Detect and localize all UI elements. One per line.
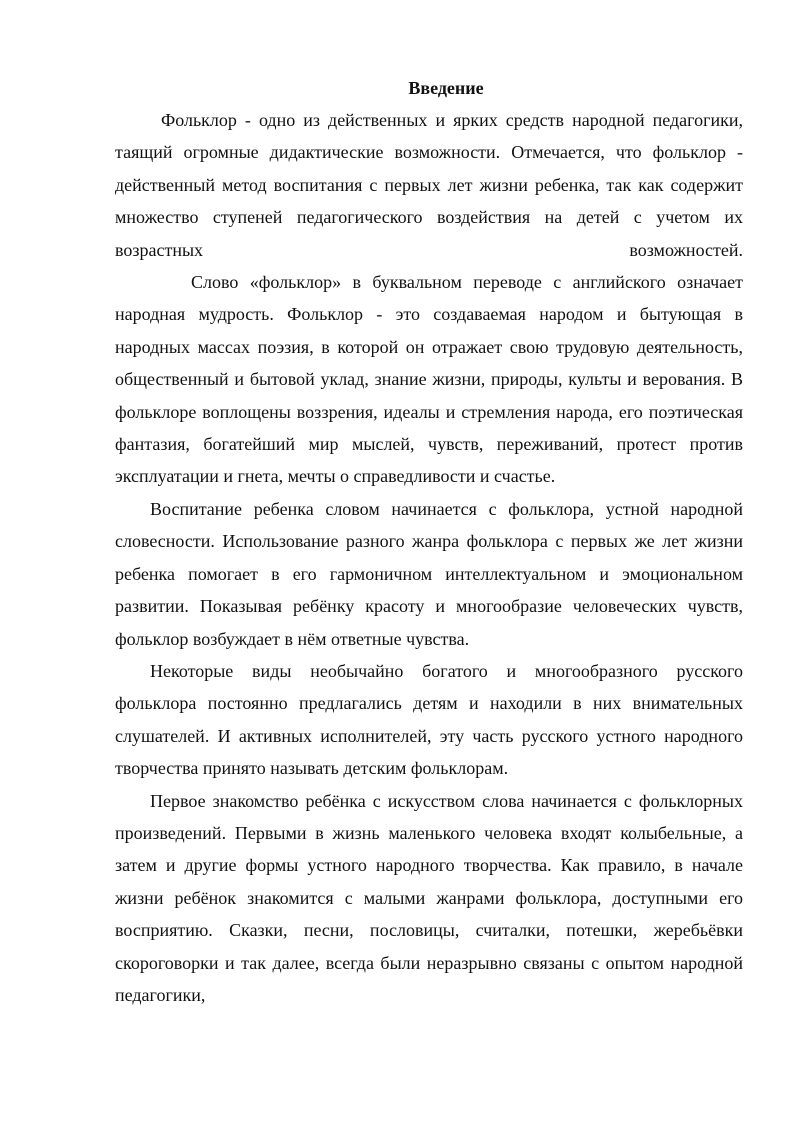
paragraph-2: Слово «фольклор» в буквальном переводе с английского означает народная мудрость. Фольклор - это создаваемая народом и бытующая в народных массах поэзия, в которой он отражает свою трудовую деятельность, общественный и бытовой уклад, знание жизни, природы, культы и верования. В фольклоре воплощены воззрения, идеалы и стремления народа, его поэтическая фантазия, богатейший мир мыслей, чувств, переживаний, протест против эксплуатации и гнета, мечты о справедливости и счастье. xyxy=(115,272,743,487)
page-title: Введение xyxy=(408,78,484,98)
paragraph-1: Фольклор - одно из действенных и ярких средств народной педагогики, таящий огромные дидактические возможности. Отмечается, что фольклор - действенный метод воспитания с первых лет жизни ребенка, так как содержит множество ступеней педагогического воздействия на детей с учетом их возрастных возможностей. xyxy=(115,110,743,260)
paragraph-4: Некоторые виды необычайно богатого и многообразного русского фольклора постоянно предлагались детям и находили в них внимательных слушателей. И активных исполнителей, эту часть русского устного народного творчества принято называть детским фольклорам. xyxy=(115,660,743,779)
document-body xyxy=(115,74,743,1011)
paragraph-3: Воспитание ребенка словом начинается с фольклора, устной народной словесности. Использование разного жанра фольклора с первых же лет жизни ребенка помогает в его гармоничном интеллектуальном и эмоциональном развитии. Показывая ребёнку красоту и многообразие человеческих чувств, фольклор возбуждает в нём ответные чувства. xyxy=(115,498,743,649)
paragraph-5: Первое знакомство ребёнка с искусством слова начинается с фольклорных произведений. Первыми в жизнь маленького человека входят колыбельные, а затем и другие формы устного народного творчества. Как правило, в начале жизни ребёнок знакомится с малыми жанрами фольклора, доступными его восприятию. Сказки, песни, пословицы, считалки, потешки, жеребьёвки скороговорки и так далее, всегда были неразрывно связаны с опытом народной педагогики, xyxy=(115,790,743,1005)
